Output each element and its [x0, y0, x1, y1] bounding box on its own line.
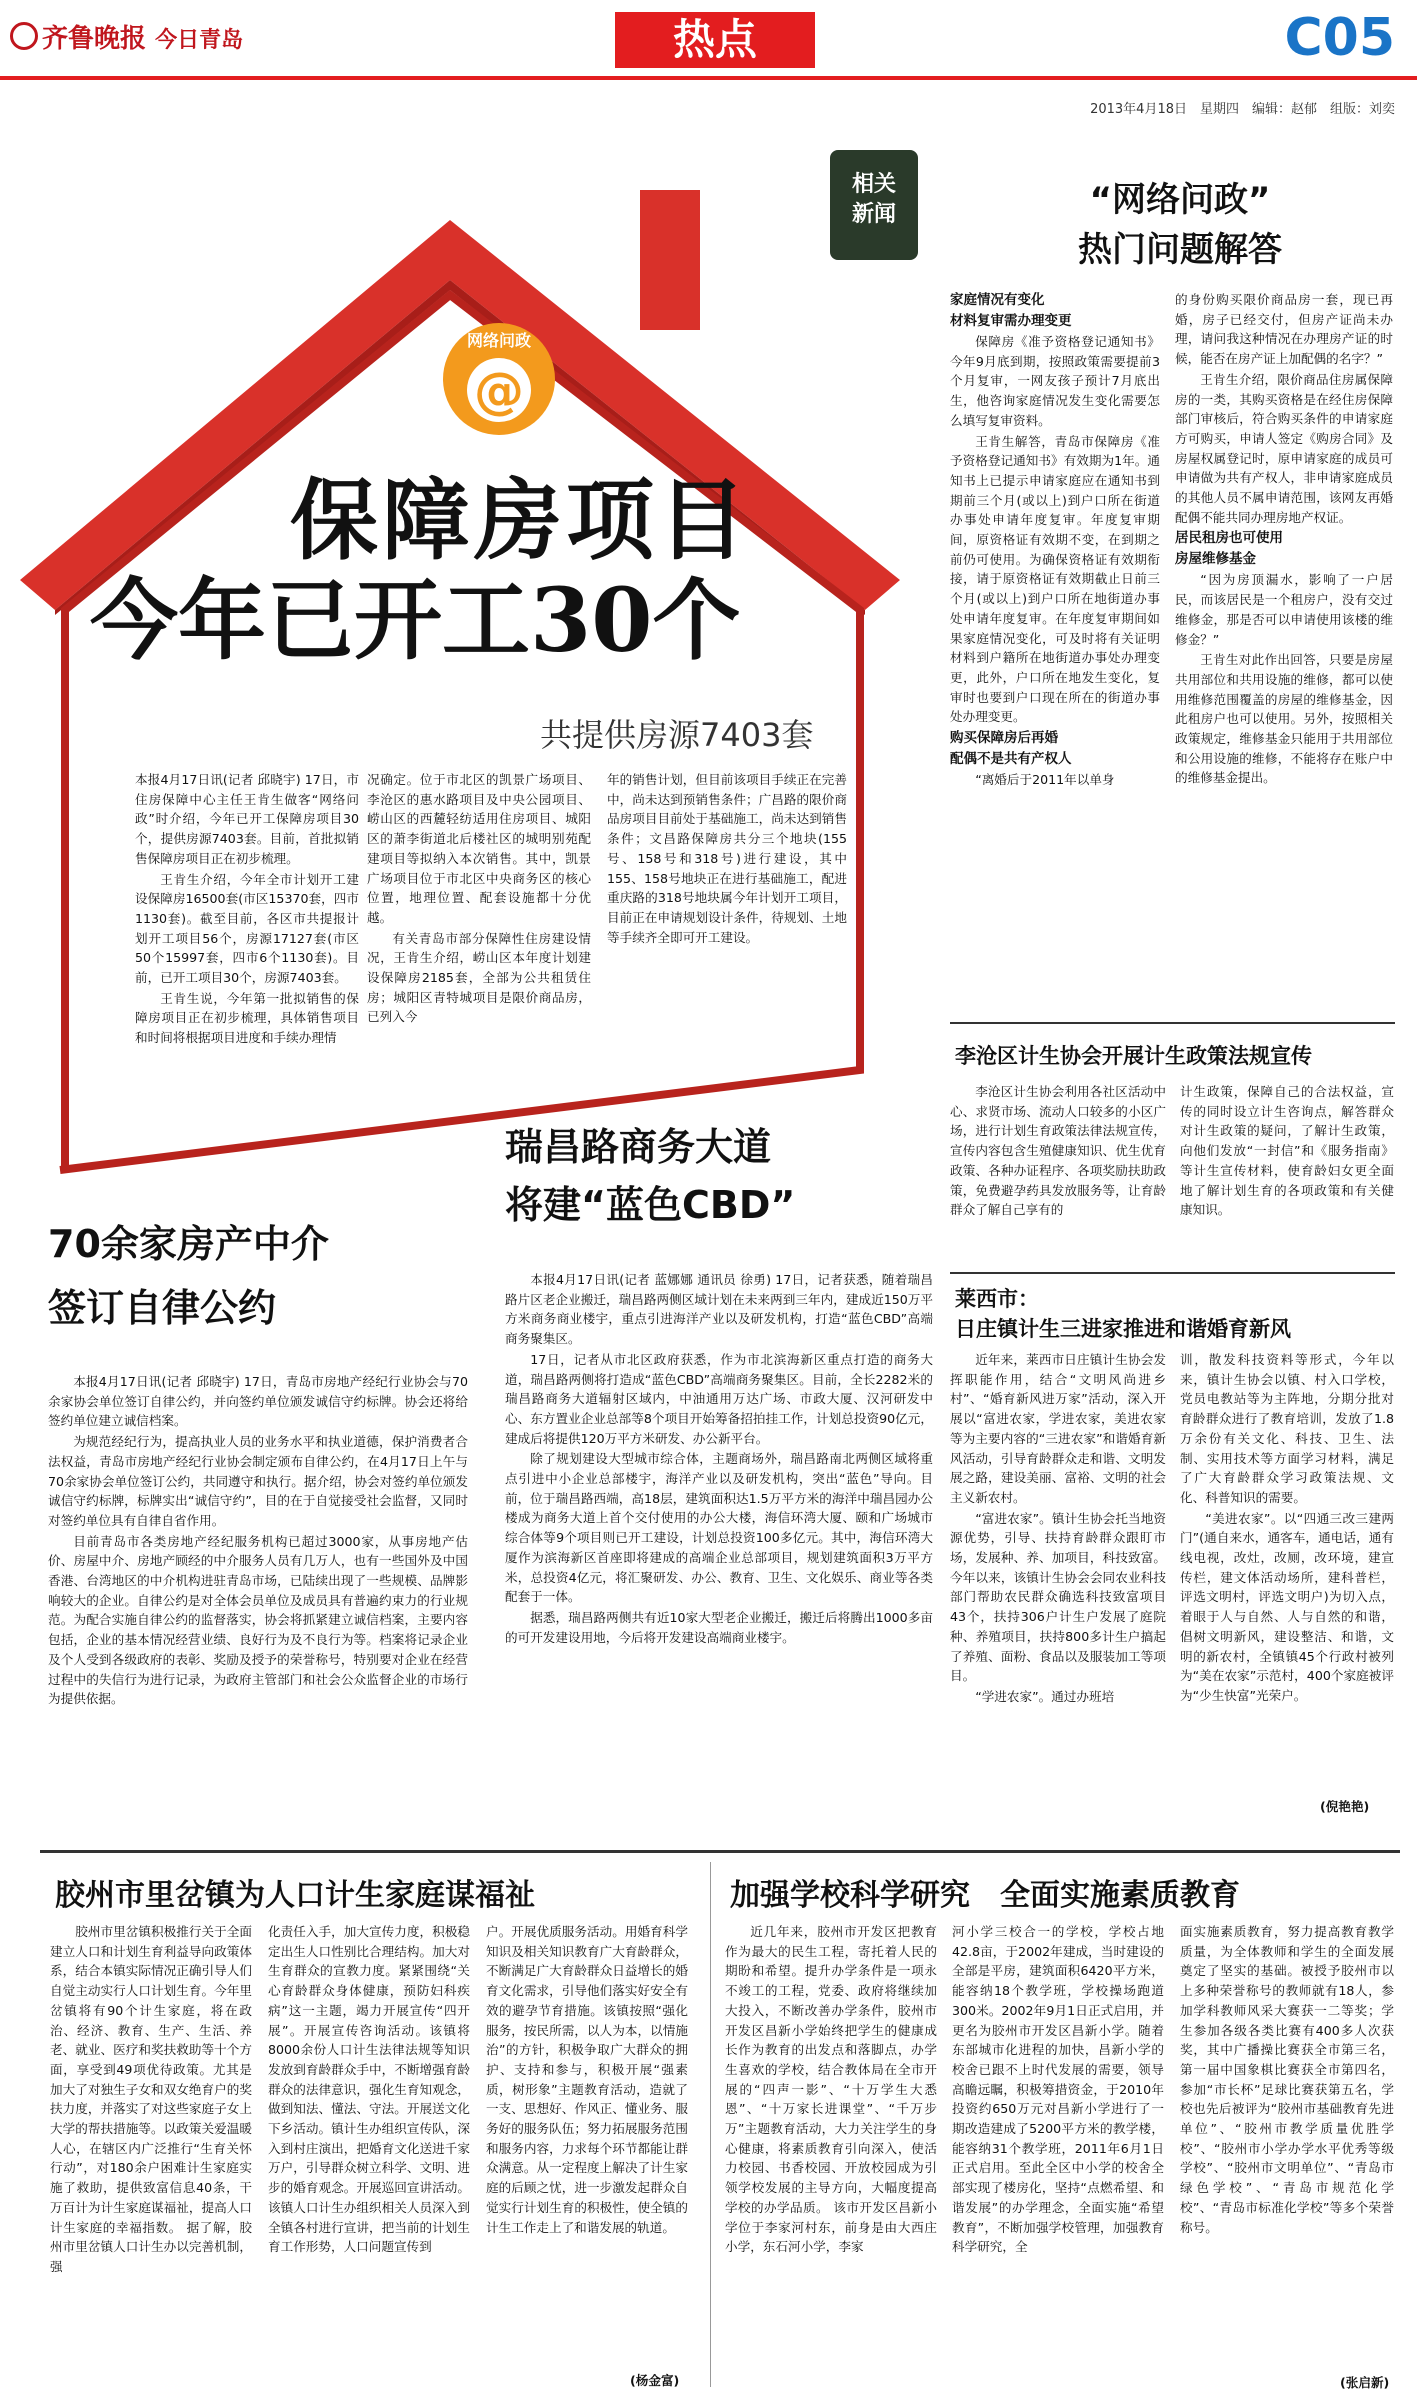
feature-col1 [135, 770, 359, 1049]
related-subheading: 房屋维修基金 [1175, 551, 1256, 568]
cbd-title-line1: 瑞昌路商务大道 [505, 1125, 772, 1169]
related-col-a [950, 290, 1160, 791]
jiaozhou-paragraph: 户。开展优质服务活动。用婚育科学知识及相关知识教育广大育龄群众，不断满足广大育龄群众日益增长的婚育文化需求，引导他们落实好安全有效的避孕节育措施。该镇按照“强化服务，按民所需，以人为本，以情施治”的方针，积极争取广大群众的拥护、支持和参与，积极开展“强素质，树形象”主题教育活动，造就了一支、思想好、作风正、懂业务、服务好的服务队伍；努力拓展服务范围和服务内容，力求每个环节都能让群众满意。从一定程度上解决了计生家庭的后顾之忧，进一步激发起群众自觉实行计划生育的积极性，使全镇的计生工作走上了和谐发展的轨道。 [486, 1924, 688, 2235]
feature-paragraph: 况确定。位于市北区的凯景广场项目、李沧区的惠水路项目及中央公园项目、崂山区的西麓轻纺适用住房项目、城阳区的萧李街道北后楼社区的城明别苑配建项目等拟纳入本次销售。其中，凯景广场项目位于市北区中央商务区的核心位置，地理位置、配套设施都十分优越。 [367, 772, 591, 925]
wangluo-wenzheng-badge [440, 320, 558, 438]
licang-col-b [1180, 1082, 1394, 1221]
related-subheading: 家庭情况有变化 [950, 292, 1045, 308]
cbd-title [505, 1118, 945, 1234]
school-col-c [1180, 1922, 1394, 2238]
related-paragraph: “因为房顶漏水，影响了一户居民，而该居民是一个租房户，没有交过维修金，那是否可以申请使用该楼的维修金？” [1175, 572, 1393, 647]
related-paragraph: 王肯生解答，青岛市保障房《准予资格登记通知书》有效期为1年。通知书上已提示申请家庭应在通知书到期前三个月(或以上)到户口所在街道办事处申请年度复审。年度复审期间，原资格证有效期不变，在到期之前仍可使用。为确保资格证有效期衔接，请于原资格证有效期截止日前三个月(或以上)到户口所在地街道办事处申请年度复审。在年度复审期间如果家庭情况变化，可及时将有关证明材料到户籍所在地街道办事处办理变更，此外，户口所在地发生变化，复审时也要到户口现在所在的街道办事处办理变更。 [950, 433, 1160, 725]
laixi-paragraph: 训，散发科技资料等形式，今年以来，镇计生协会以镇、村入口学校，党员电教站等为主阵地，分期分批对育龄群众进行了教育培训，发放了1.8万余份有关文化、科技、卫生、法制、实用技术等方面学习材料，满足了广大育龄群众学习政策法规、文化、科普知识的需要。 [1180, 1352, 1394, 1505]
related-subheading: 购买保障房后再婚 [950, 730, 1058, 747]
cbd-paragraph: 17日，记者从市北区政府获悉，作为市北滨海新区重点打造的商务大道，瑞昌路两侧将打造成“蓝色CBD”高端商务聚集区。目前，全长2282米的瑞昌路商务大道辐射区域内，中油通用万达广场、市政大厦、汉河研发中心、东方置业企业总部等8个项目开始筹备招拍挂工作，计划总投资90亿元，建成后将提供120万平方米研发、办公新平台。 [505, 1351, 933, 1446]
laixi-title [955, 1284, 1400, 1344]
cbd-body [505, 1270, 933, 1648]
laixi-col-a [950, 1350, 1166, 1708]
related-title-line2: 热门问题解答 [1078, 230, 1282, 270]
feature-col2 [367, 770, 591, 1028]
school-paragraph: 面实施素质教育，努力提高教育教学质量，为全体教师和学生的全面发展奠定了坚实的基础。被授予胶州市以上多种荣誉称号的教师就有18人，参加学科教师风采大赛获一二等奖；学生参加各级各类比赛有400多人次获奖，其中广播操比赛获全市第三名，第一届中国象棋比赛获全市第四名，参加“市长杯”足球比赛获第五名，学校也先后被评为“胶州市基础教育先进单位”、“胶州市教学质量优胜学校”、“胶州市小学办学水平优秀等级学校”、“胶州市文明单位”、“青岛市绿色学校”、“青岛市规范化学校”、“青岛市标准化学校”等多个荣誉称号。 [1180, 1924, 1394, 2235]
related-paragraph: 保障房《准予资格登记通知书》今年9月底到期，按照政策需要提前3个月复审，一网友孩子预计7月底出生，他咨询家庭情况发生变化需要怎么填写复审资料。 [950, 334, 1160, 428]
feature-subtitle: 共提供房源7403套 [540, 716, 814, 754]
jiaozhou-byline: (杨金富) [630, 2373, 680, 2388]
school-title: 加强学校科学研究 全面实施素质教育 [730, 1878, 1240, 1913]
jiaozhou-col-a [50, 1922, 252, 2278]
licang-paragraph: 计生政策，保障自己的合法权益，宣传的同时设立计生咨询点，解答群众对计生政策的疑问，了解计生政策，向他们发放“一封信”和《服务指南》等计生宣传材料，使育龄妇女更全面地了解计划生育的各项政策和有关健康知识。 [1180, 1084, 1394, 1218]
agency-paragraph: 本报4月17日讯(记者 邱晓宇) 17日，青岛市房地产经纪行业协会与70余家协会单位签订自律公约，并向签约单位颁发诚信守约标牌。协会还将给签约单位建立诚信档案。 [48, 1374, 468, 1429]
laixi-byline: (倪艳艳) [1320, 1799, 1370, 1814]
divider [950, 1272, 1395, 1274]
section-label: 热点 [615, 12, 815, 68]
licang-paragraph: 李沧区计生协会利用各社区活动中心、求贤市场、流动人口较多的小区广场，进行计划生育政策法律法规宣传，宣传内容包含生殖健康知识、优生优育政策、各种办证程序、各项奖励扶助政策，免费避孕药具发放服务等，让育龄群众了解自己享有的 [950, 1084, 1166, 1218]
related-badge-line2: 新闻 [851, 202, 896, 227]
feature-col3 [607, 770, 847, 948]
jiaozhou-col-c [486, 1922, 688, 2238]
laixi-paragraph: “富进农家”。镇计生协会托当地资源优势，引导、扶持育龄群众跟盯市场，发展种、养、加项目，科技致富。今年以来，该镇计生协会会同农业科技部门帮助农民群众确选科技致富项目43个，扶持306户计生户发展了庭院种、养殖项目，扶持800多计生户搞起了养殖、面粉、食品以及服装加工等项目。 [950, 1510, 1166, 1684]
related-subheading: 配偶不是共有产权人 [950, 751, 1072, 768]
related-subheading: 材料复审需办理变更 [950, 313, 1072, 329]
feature-paragraph: 有关青岛市部分保障性住房建设情况，王肯生介绍，崂山区本年度计划建设保障房2185套，全部为公共租赁住房；城阳区青特城项目是限价商品房，已列入今 [367, 930, 591, 1025]
agency-body [48, 1372, 468, 1710]
laixi-col-b [1180, 1350, 1394, 1707]
cbd-title-line2: 将建“蓝色CBD” [505, 1183, 796, 1227]
badge-label: 网络问政 [466, 331, 531, 350]
related-title [960, 175, 1400, 275]
laixi-paragraph: “学进农家”。通过办班培 [975, 1688, 1115, 1704]
laixi-title-line1: 莱西市： [955, 1287, 1039, 1311]
jiaozhou-col-b [268, 1922, 470, 2258]
school-byline: (张启新) [1340, 2375, 1390, 2390]
laixi-paragraph: “美进农家”。以“四通三改三建两门”(通自来水，通客车，通电话，通有线电视，改灶，改厕，改环境，建宣传栏，建文体活动场所，建科普栏，评选文明村，评选文明户)为切入点，着眼于人与自然、人与自然的和谐，倡树文明新风，建设整洁、和谐，文明的新农村，全镇镇45个行政村被列为“美在农家”示范村，400个家庭被评为“少生快富”光荣户。 [1180, 1510, 1394, 1703]
header-rule [0, 76, 1417, 80]
edition-name: 今日青岛 [155, 27, 244, 53]
divider [40, 1850, 1400, 1853]
related-badge-line1: 相关 [851, 172, 896, 197]
feature-paragraph: 王肯生介绍，今年全市计划开工建设保障房16500套(市区15370套，四市1130套)。截至目前，各区市共提报计划开工项目56个，房源17127套(市区50个15997套，四市6个1130套)。目前，已开工项目30个，房源7403套。 [135, 871, 359, 986]
related-title-line1: “网络问政” [1089, 180, 1271, 220]
related-paragraph: 王肯生对此作出回答，只要是房屋共用部位和共用设施的维修，都可以使用维修范围覆盖的房屋的维修基金，因此租房户也可以使用。另外，按照相关政策规定，维修基金只能用于共用部位和公用设施的维修，不能将存在账户中的维修基金提出。 [1175, 652, 1393, 786]
newspaper-logo [10, 18, 243, 55]
cbd-paragraph: 除了规划建设大型城市综合体，主题商场外，瑞昌路南北两侧区域将重点引进中小企业总部楼宇，海洋产业以及研发机构，突出“蓝色”导向。目前，位于瑞昌路西端，高18层，建筑面积达1.5万平方米的海洋中瑞昌园办公楼成为商务大道上首个交付使用的办公大楼，海信环湾大厦、颐和广场城市综合体等9个项目则已开工建设，计划总投资100多亿元。其中，海信环湾大厦作为滨海新区首座即将建成的高端企业总部项目，规划建筑面积3万平方米，总投资4亿元，将汇聚研发、办公、教育、卫生、文化娱乐、商业等各类配套于一体。 [505, 1451, 933, 1605]
feature-paragraph: 本报4月17日讯(记者 邱晓宇) 17日，市住房保障中心主任王肯生做客“网络问政”时介绍，今年已开工保障房项目30个，提供房源7403套。目前，首批拟销售保障房项目正在初步梳理。 [135, 772, 359, 866]
school-col-b [952, 1922, 1164, 2258]
related-news-badge [830, 150, 918, 260]
newspaper-name: 齐鲁晚报 [42, 24, 147, 54]
feature-title-line2: 今年已开工30个 [90, 568, 741, 672]
agency-title [48, 1212, 478, 1340]
feature-title-line1: 保障房项目 [289, 468, 750, 572]
feature-paragraph: 王肯生说，今年第一批拟销售的保障房项目正在初步梳理，具体销售项目和时间将根据项目进度和手续办理情 [135, 990, 359, 1046]
page-number: C05 [1284, 8, 1395, 68]
divider [710, 1862, 711, 2387]
agency-paragraph: 目前青岛市各类房地产经纪服务机构已超过3000家，从事房地产估价、房屋中介、房地产顾经的中介服务人员有几万人，也有一些国外及中国香港、台湾地区的中介机构进驻青岛市场，已陆续出现了一些规模、品牌影响较大的企业。自律公约是对全体会员单位及成员具有普遍约束力的行业规范。为配合实施自律公约的监督落实，协会将抓紧建立诚信档案，主要内容包括，企业的基本情况经营业绩、良好行为及不良行为等。档案将记录企业及个人受到各级政府的表彰、奖励及授予的荣誉称号，特别要对企业在经营过程中的失信行为进行记录，为政府主管部门和社会公众监督企业的市场行为提供依据。 [48, 1533, 468, 1707]
related-subheading: 居民租房也可使用 [1175, 530, 1283, 547]
school-paragraph: 河小学三校合一的学校，学校占地42.8亩，于2002年建成，当时建设的全部是平房，建筑面积6420平方米，能容纳18个教学班，学校操场跑道300米。2002年9月1日正式启用，并更名为胶州市开发区昌新小学。随着东部城市化进程的加快，昌新小学的校舍已跟不上时代发展的需要，领导高瞻远瞩，积极筹措资金，于2010年投资约650万元对昌新小学进行了一期改造建成了5200平方米的教学楼，能容纳31个教学班，2011年6月1日正式启用。至此全区中小学的校舍全部实现了楼房化，坚持“点燃希望、和谐发展”的办学理念，全面实施“希望教育”，不断加强学校管理，加强教育科学研究，全 [952, 1924, 1164, 2255]
related-paragraph: 王肯生介绍，限价商品住房属保障房的一类，其购买资格是在经住房保障部门审核后，符合购买条件的申请家庭方可购买，申请人签定《购房合同》及房屋权属登记时，原申请家庭的成员可申请做为共有产权人，非申请家庭成员的其他人员不属申请范围，该网友再婚配偶不能共同办理房地产权证。 [1175, 371, 1393, 525]
laixi-paragraph: 近年来，莱西市日庄镇计生协会发挥职能作用，结合“文明风尚进乡村”、“婚育新风进万家”活动，深入开展以“富进农家，学进农家，美进农家等为主要内容的“三进农家”和谐婚育新风活动，引导育龄群众走和谐、文明发展之路，建设美丽、富裕、文明的社会主义新农村。 [950, 1352, 1166, 1505]
school-col-a [725, 1922, 937, 2258]
school-paragraph: 近几年来，胶州市开发区把教育作为最大的民生工程，寄托着人民的期盼和希望。提升办学条件是一项永不竣工的工程，党委、政府将继续加大投入，不断改善办学条件，胶州市开发区昌新小学始终把学生的健康成长作为教育的出发点和落脚点，办学生喜欢的学校，结合教体局在全市开展的“四声一影”、“十万学生大悉恩”、“十万家长进课堂”、“千万步万”主题教育活动，大力关注学生的身心健康，将素质教育引向深入，使活力校园、书香校园、开放校园成为引领学校发展的主导方向，大幅度提高学校的办学品质。 该市开发区昌新小学位于李家河村东，前身是由大西庄小学，东石河小学，李家 [725, 1924, 937, 2255]
agency-title-line1: 70余家房产中介 [48, 1222, 329, 1266]
laixi-title-line2: 日庄镇计生三进家推进和谐婚育新风 [955, 1317, 1291, 1341]
jiaozhou-title: 胶州市里岔镇为人口计生家庭谋福祉 [55, 1878, 535, 1913]
logo-circle-icon [10, 22, 38, 50]
cbd-paragraph: 本报4月17日讯(记者 蓝娜娜 通讯员 徐勇) 17日，记者获悉，随着瑞昌路片区老企业搬迁，瑞昌路两侧区域计划在未来两到三年内，建成近150万平方米商务商业楼宇，重点引进海洋产业以及研发机构，打造“蓝色CBD”高端商务聚集区。 [505, 1272, 933, 1347]
feature-title [90, 468, 910, 672]
related-col-b [1175, 290, 1393, 789]
jiaozhou-paragraph: 胶州市里岔镇积极推行关于全面建立人口和计划生育利益导向政策体系，结合本镇实际情况正确引导人们自觉主动实行人口计划生育。今年里岔镇将有90个计生家庭，将在政治、经济、教育、生产、生活、养老、就业、医疗和奖扶救助等十个方面，享受到49项优待政策。尤其是加大了对独生子女和双女绝育户的奖扶力度，并落实了对这些家庭子女上大学的帮扶措施等。以政策关爱温暖人心，在辖区内广泛推行“生育关怀行动”，对180余户困难计生家庭实施了救助，提供致富信息40条，干万百计为计生家庭谋福祉，提高人口计生家庭的幸福指数。 据了解，胶州市里岔镇人口计生办以完善机制，强 [50, 1924, 252, 2274]
related-paragraph: 的身份购买限价商品房一套，现已再婚，房子已经交付，但房产证尚未办理，请问我这种情况在办理房产证的时候，能否在房产证上加配偶的名字？” [1175, 292, 1393, 367]
licang-title: 李沧区计生协会开展计生政策法规宣传 [955, 1044, 1312, 1068]
agency-paragraph: 为规范经纪行为，提高执业人员的业务水平和执业道德，保护消费者合法权益，青岛市房地产经纪行业协会制定颁布自律公约，在4月17日上午与70余家协会单位签订公约，共同遵守和执行。据介绍，协会对签约单位颁发诚信守约标牌，标牌实出“诚信守约”，目的在于自觉接受社会监督，又同时对签约单位具有自律自省作用。 [48, 1434, 468, 1528]
svg-text:@: @ [474, 362, 524, 420]
chimney [640, 190, 700, 330]
related-paragraph: “离婚后于2011年以单身 [975, 772, 1115, 788]
licang-col-a [950, 1082, 1166, 1221]
divider [950, 1022, 1395, 1024]
jiaozhou-paragraph: 化责任入手，加大宣传力度，积极稳定出生人口性别比合理结构。加大对生育群众的宣教力度。紧紧围绕“关心育龄群众身体健康，预防妇科疾病”这一主题，竭力开展宣传“四开展”。开展宣传咨询活动。该镇将8000余份人口计生法律法规等知识发放到育龄群众手中，不断增强育龄群众的法律意识，强化生育知观念，做到知法、懂法、守法。开展送文化下乡活动。镇计生办组织宣传队，深入到村庄演出，把婚育文化送进千家万户，引导群众树立科学、文明、进步的婚育观念。开展巡回宣讲活动。该镇人口计生办组织相关人员深入到全镇各村进行宣讲，把当前的计划生育工作形势，人口问题宣传到 [268, 1924, 470, 2255]
feature-paragraph: 年的销售计划，但目前该项目手续正在完善中，尚未达到预销售条件；广昌路的限价商品房项目目前处于基础施工，尚未达到销售条件；文昌路保障房共分三个地块(155号、158号和318号)进行建设，其中155、158号地块正在进行基础施工，配进重庆路的318号地块属今年计划开工项目，目前正在申请规划设计条件，待规划、土地等手续齐全即可开工建设。 [607, 772, 847, 945]
agency-title-line2: 签订自律公约 [48, 1286, 277, 1330]
cbd-paragraph: 据悉，瑞昌路两侧共有近10家大型老企业搬迁，搬迁后将腾出1000多亩的可开发建设用地，今后将开发建设高端商业楼宇。 [505, 1609, 933, 1645]
page-meta: 2013年4月18日 星期四 编辑：赵郁 组版：刘奕 [1090, 102, 1395, 117]
